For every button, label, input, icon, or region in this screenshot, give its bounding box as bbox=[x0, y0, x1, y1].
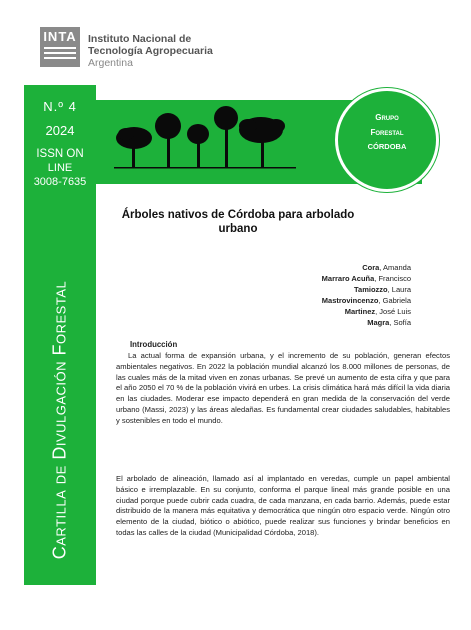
org-name-line1: Instituto Nacional de bbox=[88, 33, 192, 45]
org-name bbox=[88, 33, 213, 69]
issue-number: N.º 4 bbox=[43, 99, 77, 114]
org-name-line2: Tecnología Agropecuaria bbox=[88, 45, 213, 57]
author-entry bbox=[322, 284, 411, 295]
badge-line2: Forestal bbox=[370, 128, 404, 137]
author-lastname: Cora bbox=[362, 263, 380, 272]
org-country: Argentina bbox=[88, 57, 133, 69]
author-lastname: Mastrovincenzo bbox=[321, 296, 379, 305]
inta-logo bbox=[40, 27, 213, 69]
author-list bbox=[322, 262, 411, 328]
author-firstname: , Gabriela bbox=[378, 296, 411, 305]
section-heading: Introducción bbox=[130, 340, 178, 349]
author-entry bbox=[322, 317, 411, 328]
inta-logo-bars bbox=[44, 47, 76, 63]
inta-logo-letters: INTA bbox=[43, 29, 77, 44]
paragraph-intro: La actual forma de expansión urbana, y el incremento de su población, generan efectos ambientales negativos. En 2022 la población mundial alcanzó los 8.000 millones de personas, de las cuales más de la mitad viven en zonas urbanas. Se prevé un aumento de esta cifra y que para el año 2050 el 70 % de la población vivirá en urbes. La crisis climática hará más difícil la vida diaria en las ciudades. Moderar ese impacto dependerá en gran medida de la conservación del verde urbano (Massi, 2023) y las áreas aledañas. Es fundamental crear ciudades saludables, habitables y sostenibles en todo el mundo. bbox=[116, 351, 450, 425]
author-lastname: Magra bbox=[367, 318, 390, 327]
green-sidebar bbox=[24, 85, 96, 585]
author-firstname: , Sofía bbox=[389, 318, 411, 327]
issue-year: 2024 bbox=[45, 123, 75, 138]
grupo-forestal-badge bbox=[335, 88, 439, 192]
trees-silhouette-icon bbox=[106, 104, 306, 180]
paragraph-alineacion: El arbolado de alineación, llamado así al implantado en veredas, cumple un papel ambiental básico e irremplazable. En su conjunto, conforma el parque lineal más grande posible en una ciudad porque puede cubrir cada cuadra, de cada manzana, en cada barrio. Además, puede estar distribuido de la manera más equitativa y democrática que ningún otro espacio verde. Ningún otro elemento de la ciudad, biótico o abiótico, puede realizar sus funciones y brindar beneficios en todas las calles de la ciudad (Municipalidad Córdoba, 2018). bbox=[116, 474, 450, 537]
author-firstname: , Francisco bbox=[374, 274, 411, 283]
author-lastname: Tamiozzo bbox=[354, 285, 388, 294]
author-lastname: Marraro Acuña bbox=[321, 274, 375, 283]
author-entry bbox=[322, 262, 411, 273]
article-title-line1: Árboles nativos de Córdoba para arbolado bbox=[121, 209, 355, 221]
series-title-vertical: Cartilla de Divulgación Forestal bbox=[49, 280, 70, 560]
author-entry bbox=[322, 273, 411, 284]
author-firstname: , Laura bbox=[387, 285, 411, 294]
issn-line2: LINE bbox=[47, 162, 73, 174]
author-lastname: Martinez bbox=[344, 307, 376, 316]
author-firstname: , Amanda bbox=[379, 263, 411, 272]
issn-block bbox=[24, 147, 96, 189]
article-title bbox=[118, 208, 358, 236]
author-entry bbox=[322, 306, 411, 317]
inta-logo-mark bbox=[40, 27, 80, 67]
issn-number: 3008-7635 bbox=[33, 176, 87, 188]
article-title-line2: urbano bbox=[218, 223, 258, 235]
author-firstname: , José Luis bbox=[375, 307, 411, 316]
author-entry bbox=[322, 295, 411, 306]
issn-line1: ISSN ON bbox=[36, 148, 84, 160]
badge-line3: CÓRDOBA bbox=[367, 142, 407, 151]
badge-line1: Grupo bbox=[375, 113, 399, 122]
